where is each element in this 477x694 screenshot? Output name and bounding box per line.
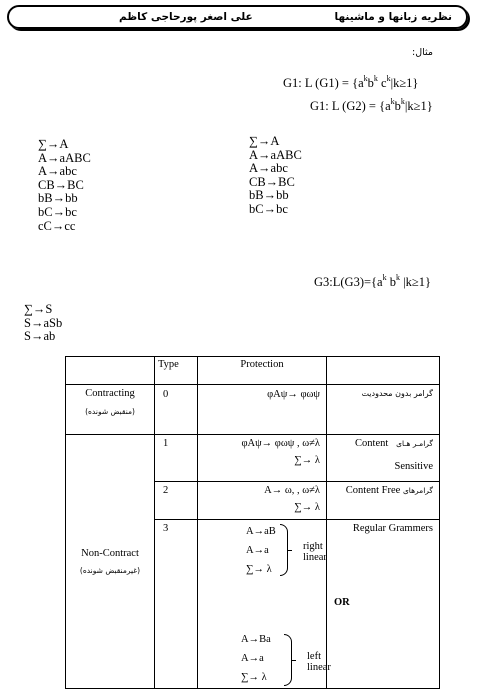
header-title: نظریه زبانها و ماشینها <box>334 11 452 23</box>
chomsky-hierarchy-table <box>65 356 440 689</box>
production: ∑→A <box>249 134 280 148</box>
grammar-right <box>249 135 302 217</box>
type-2-rule: A→ ω, , ω≠λ <box>264 485 320 496</box>
type-1-rules <box>198 435 327 482</box>
noncontract-fa: (غیرمنقبض شونده) <box>79 566 141 575</box>
left-linear-label: left linear <box>307 651 331 673</box>
type-1-name-en2: Sensitive <box>394 461 433 472</box>
grammar-left <box>38 138 91 233</box>
type-2-rules <box>198 482 327 520</box>
rule: A→a <box>246 545 269 556</box>
noncontract-label: Non-Contract <box>81 548 139 559</box>
head-protection: Protection <box>198 357 327 385</box>
type-1-rule: φAψ→ φωψ , ω≠λ <box>241 438 320 449</box>
type-2-name-fa: گرامرهای <box>402 486 433 495</box>
type-3-name: Regular Grammers <box>327 520 440 689</box>
table-row <box>66 435 440 482</box>
type-2: 2 <box>155 482 198 520</box>
page-header <box>7 5 468 29</box>
contracting-fa: (منقبض شونده) <box>85 407 135 416</box>
type-2-name <box>327 482 440 520</box>
rule: A→aB <box>246 526 276 537</box>
left-brace-icon <box>284 634 292 686</box>
header-author: علی اصغر پورحاجی کاظم <box>119 11 253 23</box>
contracting-cell <box>66 385 155 435</box>
left-linear-rules <box>241 630 271 687</box>
rule: A→a <box>241 653 264 664</box>
production: ∑→A <box>38 137 69 151</box>
production: bC→bc <box>249 201 288 216</box>
production: CB→BC <box>249 174 295 189</box>
production: S→aSb <box>24 315 63 330</box>
type-0-name: گرامر بدون محدودیت <box>327 385 440 435</box>
rule: ∑→ λ <box>246 564 272 575</box>
type-0-rule: φAψ→ φωψ <box>198 385 327 435</box>
type-3: 3 <box>155 520 198 689</box>
language-g1: G1: L $(G1) = \{a^kb^k$ $c^k|k\ge 1$} <box>283 74 419 90</box>
table-header-row <box>66 357 440 385</box>
type-1-name <box>327 435 440 482</box>
table-cell <box>66 357 155 385</box>
type-3-rules <box>198 520 350 689</box>
contracting-label: Contracting <box>85 388 135 399</box>
production: bB→bb <box>249 188 289 203</box>
language-g3: $G3:L(G3)=\{a^k$ $b^k$ |k≥1} <box>314 273 431 289</box>
production: bB→bb <box>38 191 78 206</box>
type-0: 0 <box>155 385 198 435</box>
rule: ∑→ λ <box>241 672 267 683</box>
or-label: OR <box>334 597 350 608</box>
type-1: 1 <box>155 435 198 482</box>
head-type: Type <box>155 357 198 385</box>
type-2-name-en: Content Free <box>345 485 401 496</box>
production: A→abc <box>249 161 288 176</box>
rule: A→Ba <box>241 634 271 645</box>
noncontract-cell <box>66 435 155 689</box>
type-2-rule: ∑→ λ <box>294 502 320 513</box>
table-row <box>66 385 440 435</box>
type-1-rule: ∑→ λ <box>294 455 320 466</box>
production: ∑→S <box>24 302 53 316</box>
example-label: مثال: <box>412 47 433 58</box>
production: A→aABC <box>38 150 91 165</box>
production: S→ab <box>24 329 56 344</box>
type-1-name-en: Content <box>355 438 389 449</box>
production: A→abc <box>38 164 77 179</box>
production: cC→cc <box>38 218 76 233</box>
grammar-g3 <box>24 303 62 344</box>
right-linear-rules <box>246 522 276 579</box>
right-linear-label: right linear <box>303 541 327 563</box>
right-brace-icon <box>280 524 288 576</box>
language-g2: G1: L $(G2) = \{a^kb^k|k\ge 1\}$ <box>310 97 433 113</box>
table-cell <box>327 357 440 385</box>
production: CB→BC <box>38 177 84 192</box>
type-1-name-fa: گرامـر هـای <box>396 439 433 448</box>
production: bC→bc <box>38 204 77 219</box>
production: A→aABC <box>249 147 302 162</box>
